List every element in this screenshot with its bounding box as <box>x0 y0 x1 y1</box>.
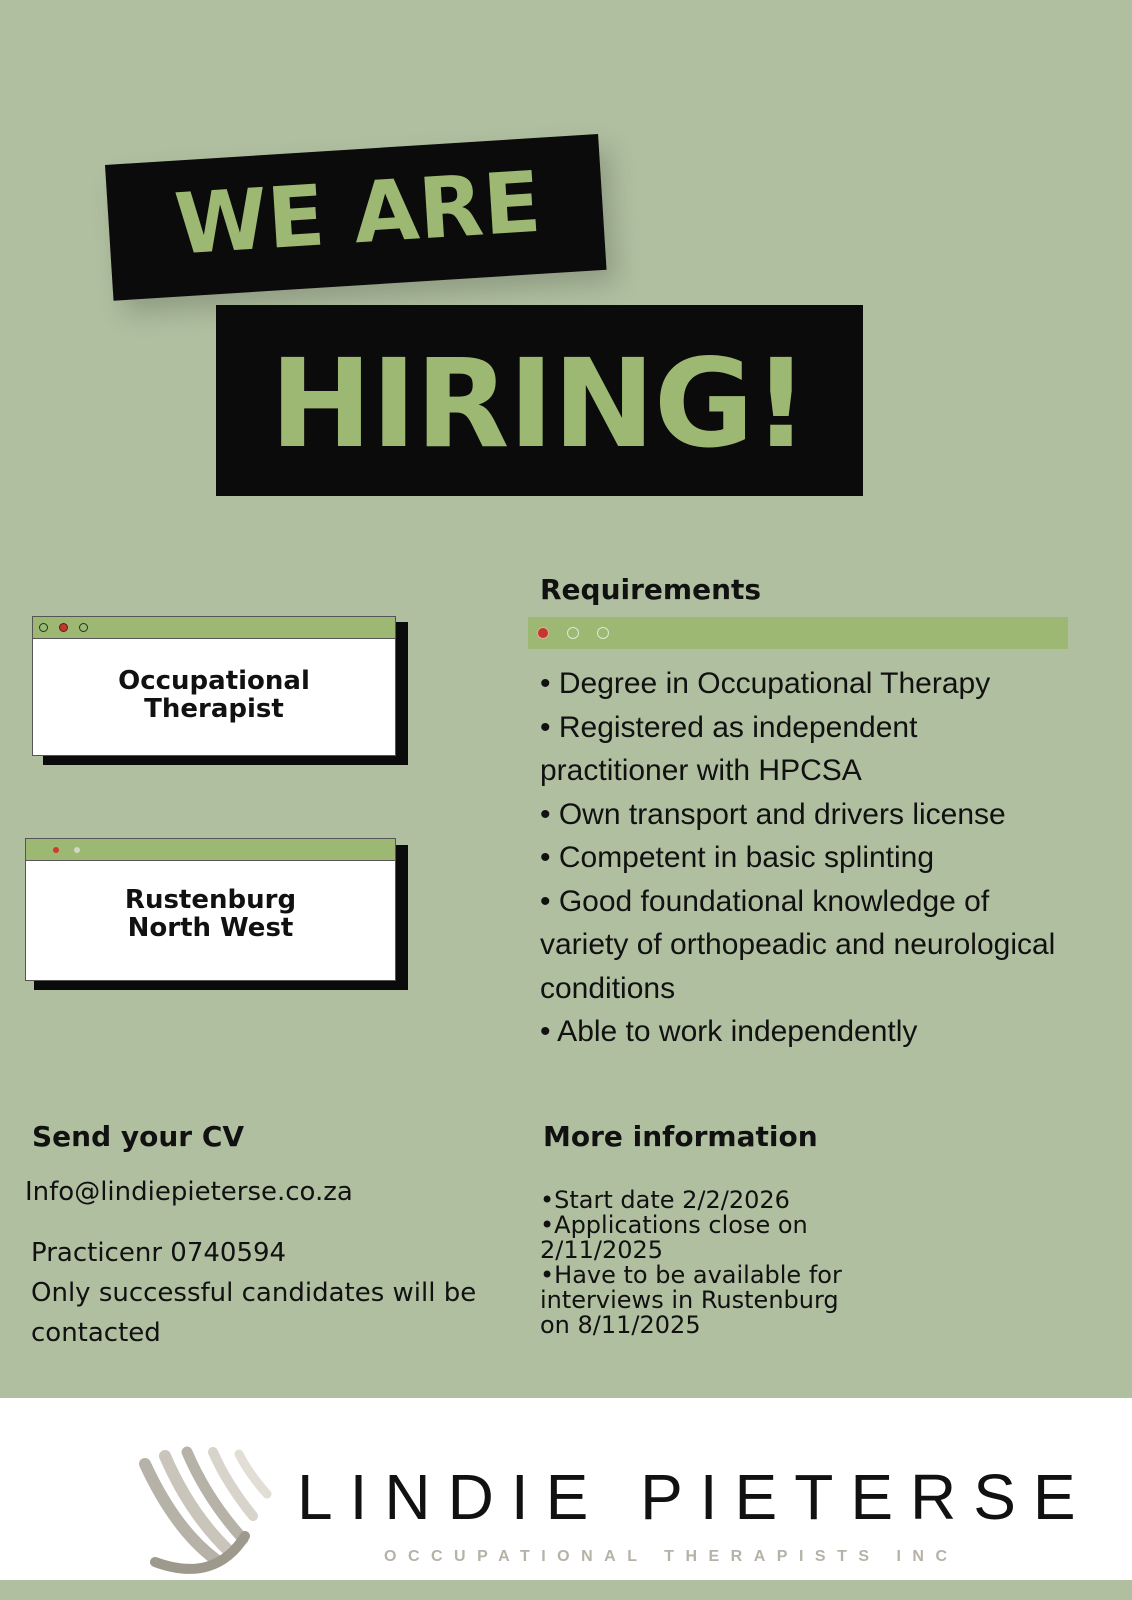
hand-stripes-logo-icon <box>135 1444 285 1576</box>
job-title-line2: Therapist <box>144 694 284 724</box>
location-line1: Rustenburg <box>124 885 297 915</box>
list-item: • Own transport and drivers license <box>540 797 1006 831</box>
contact-email: Info@lindiepieterse.co.za <box>25 1177 353 1207</box>
contact-note: Only successful candidates will be contacted <box>31 1278 477 1348</box>
headline-we-are: WE ARE <box>171 152 544 274</box>
list-item: •Have to be available for interviews in Rustenburg on 8/11/2025 <box>540 1261 842 1339</box>
brand-tagline: OCCUPATIONAL THERAPISTS INC <box>384 1548 959 1565</box>
more-info-list <box>540 1188 870 1338</box>
window-dot-icon <box>74 847 80 853</box>
list-item: • Registered as independent practitioner with HPCSA <box>540 710 918 787</box>
window-dot-icon <box>79 623 88 632</box>
list-item: • Good foundational knowledge of variety of orthopeadic and neurological conditions <box>540 884 1056 1005</box>
list-item: • Competent in basic splinting <box>540 841 935 874</box>
more-info-heading: More information <box>543 1120 818 1153</box>
list-item: •Start date 2/2/2026 <box>540 1186 790 1214</box>
cv-notes <box>31 1233 491 1353</box>
window-dot-icon <box>59 623 68 632</box>
card-title-bar <box>33 617 395 639</box>
location-card <box>25 838 396 981</box>
window-dot-icon <box>537 627 549 639</box>
window-dot-icon <box>567 627 579 639</box>
window-dot-icon <box>39 623 48 632</box>
location-line2: North West <box>127 913 294 943</box>
brand-name: LINDIE PIETERSE <box>297 1461 1093 1533</box>
job-title-line1: Occupational <box>118 666 310 696</box>
requirements-list <box>540 662 1060 1054</box>
hiring-banner <box>216 305 863 496</box>
card-title-bar <box>26 839 395 861</box>
headline-hiring: HIRING! <box>270 333 808 475</box>
send-cv-heading: Send your CV <box>32 1120 245 1153</box>
requirements-heading: Requirements <box>540 573 762 606</box>
list-item: •Applications close on 2/11/2025 <box>540 1211 808 1264</box>
window-dot-icon <box>597 627 609 639</box>
requirements-bar <box>528 617 1068 649</box>
practice-number: Practicenr 0740594 <box>31 1238 287 1268</box>
job-title-card <box>32 616 396 756</box>
list-item: • Able to work independently <box>540 1015 918 1048</box>
window-dot-icon <box>53 847 59 853</box>
we-are-banner <box>105 134 607 301</box>
footer-strip <box>0 1580 1132 1600</box>
list-item: • Degree in Occupational Therapy <box>540 667 991 700</box>
